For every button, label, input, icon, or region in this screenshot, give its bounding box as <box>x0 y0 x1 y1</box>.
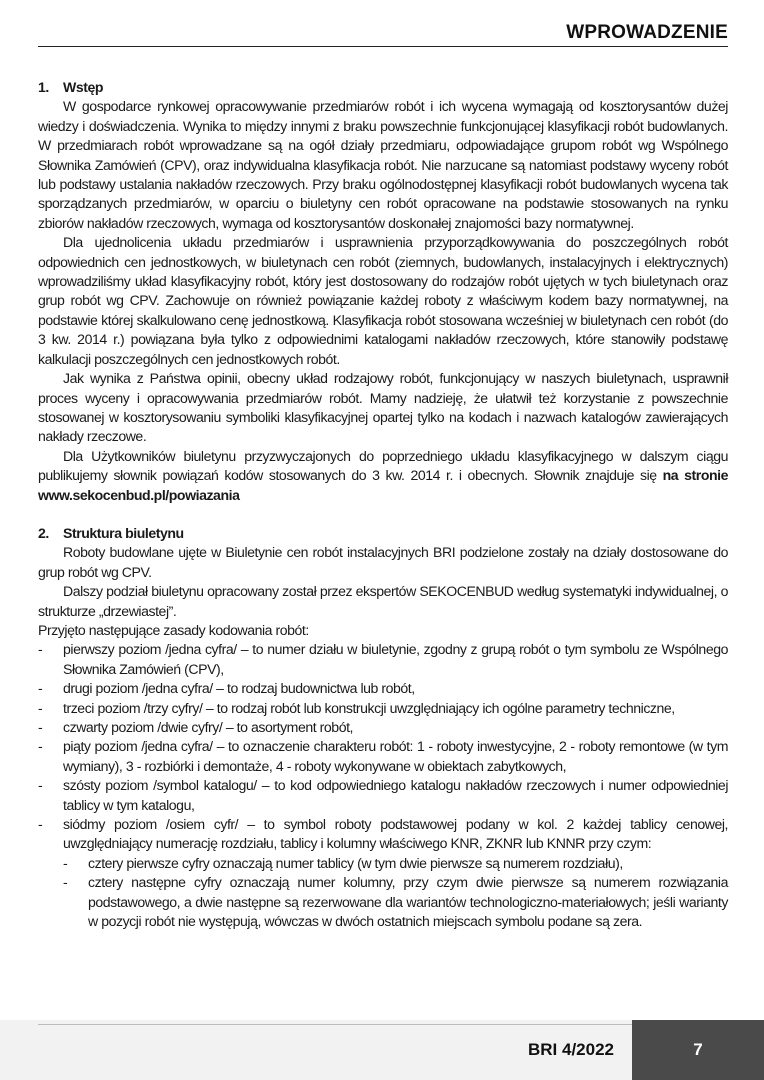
coding-rules-list <box>38 640 728 931</box>
list-item-text: drugi poziom /jedna cyfra/ – to rodzaj budownictwa lub robót, <box>63 680 415 697</box>
page-number: 7 <box>693 1040 703 1059</box>
page-header <box>38 18 728 47</box>
paragraph-text: Dla Użytkowników biuletynu przyzwyczajonych do poprzedniego układu klasyfikacyjnego w dalszym ciągu publikujemy słownik powiązań kodów stosowanych do 3 kw. 2014 r. i obecnych. Słownik znajduje się <box>38 447 728 484</box>
list-item-text: trzeci poziom /trzy cyfry/ – to rodzaj robót lub konstrukcji uwzględniający ich ogólne parametry techniczne, <box>63 699 675 716</box>
list-item <box>38 679 728 698</box>
header-title: WPROWADZENIE <box>566 22 728 43</box>
list-dash: - <box>63 854 68 871</box>
list-dash: - <box>63 874 68 891</box>
paragraph: Roboty budowlane ujęte w Biuletynie cen robót instalacyjnych BRI podzielone zostały na działy dostosowane do grup robót wg CPV. <box>38 544 728 580</box>
list-dash: - <box>38 641 43 658</box>
paragraph: Dalszy podział biuletynu opracowany został przez ekspertów SEKOCENBUD według systematyki indywidualnej, o strukturze „drzewiastej”. <box>38 583 728 619</box>
paragraph: Przyjęto następujące zasady kodowania robót: <box>38 621 309 638</box>
section-1-heading <box>38 78 728 97</box>
list-item <box>38 699 728 718</box>
list-item <box>38 737 728 776</box>
list-item <box>38 815 728 931</box>
list-dash: - <box>38 777 43 794</box>
list-item <box>38 718 728 737</box>
list-item-text: szósty poziom /symbol katalogu/ – to kod odpowiedniego katalogu nakładów rzeczowych i numer odpowiedniej tablicy w tym katalogu, <box>63 777 728 813</box>
paragraph: W gospodarce rynkowej opracowywanie przedmiarów robót i ich wycena wymagają od kosztorysantów dużej wiedzy i doświadczenia. Wynika to między innymi z braku powszechnie funkcjonującej klasyfikacji robót budowlanych. W przedmiarach robót wprowadzane są na ogół działy przedmiaru, odpowiadające grupom robót wg Wspólnego Słownika Zamówień (CPV), oraz indywidualna klasyfikacja robót. Nie narzucane są natomiast podstawy wyceny robót lub podstawy ustalania nakładów rzeczowych. Przy braku ogólnodostępnej klasyfikacji robót budowlanych wycena tak sporządzanych przedmiarów, w oparciu o biuletyny cen robót opracowane na podstawie stosowanych na rynku zbiorów nakładów rzeczowych, wymaga od kosztorysantów doskonałej znajomości bazy normatywnej. <box>38 98 728 231</box>
list-item-text: cztery następne cyfry oznaczają numer kolumny, przy czym dwie pierwsze są numerem rozwiązania podstawowego, a dwie następne są rezerwowane dla wariantów technologiczno-materiałowych; jeśli warianty w pozycji robót nie występują, wówczas w dwóch ostatnich miejscach symbolu podane są zera. <box>88 874 728 930</box>
section-title: Wstęp <box>63 79 104 95</box>
page-number-box <box>632 1020 764 1080</box>
sub-list-item <box>63 873 728 931</box>
section-number: 2. <box>38 524 49 541</box>
section-2-heading <box>38 524 728 543</box>
paragraph <box>38 447 728 505</box>
list-dash: - <box>38 719 43 735</box>
list-dash: - <box>38 816 43 833</box>
list-item-text: piąty poziom /jedna cyfra/ – to oznaczenie charakteru robót: 1 - roboty inwestycyjne, 2 - roboty remontowe (w tym wymiany), 3 - rozbiórki i demontaże, 4 - roboty wykonywane w obiektach zabytkowych, <box>63 738 728 774</box>
footer-divider <box>38 1024 632 1025</box>
list-item-text: czwarty poziom /dwie cyfry/ – to asortyment robót, <box>63 719 354 735</box>
list-dash: - <box>38 699 43 716</box>
website-link-text: na stronie www.sekocenbud.pl/powiazania <box>38 467 729 503</box>
section-title: Struktura biuletynu <box>63 524 184 541</box>
list-dash: - <box>38 738 43 755</box>
list-item-text: pierwszy poziom /jedna cyfra/ – to numer działu w biuletynie, zgodny z grupą robót o tym symbolu ze Wspólnego Słownika Zamówień (CPV), <box>63 641 728 677</box>
publication-label: BRI 4/2022 <box>528 1040 614 1059</box>
list-item-text: cztery pierwsze cyfry oznaczają numer tablicy (w tym dwie pierwsze są numerem rozdziału), <box>88 854 623 871</box>
sub-list <box>63 854 728 932</box>
page-content <box>38 78 728 931</box>
list-item <box>38 776 728 815</box>
list-dash: - <box>38 680 43 697</box>
sub-list-item <box>63 854 728 873</box>
list-item-text: siódmy poziom /osiem cyfr/ – to symbol roboty podstawowej podany w kol. 2 każdej tablicy cenowej, uwzględniający numerację rozdziału, tablicy i kolumny właściwego KNR, ZKNR lub KNNR przy czym: <box>63 816 728 852</box>
paragraph: Dla ujednolicenia układu przedmiarów i usprawnienia przyporządkowywania do poszczególnych robót odpowiednich cen jednostkowych, w biuletynach cen robót (ziemnych, budowlanych, instalacyjnych i elektrycznych) wprowadziliśmy układ klasyfikacyjny robót, który jest dostosowany do rodzajów robót ujętych w tych biuletynach oraz grup robót wg CPV. Zachowuje on również powiązanie każdej roboty z właściwym kodem bazy normatywnej, na podstawie której skalkulowano cenę jednostkową. Klasyfikacja robót stosowana wcześniej w biuletynach cen robót (do 3 kw. 2014 r.) powiązana była tylko z odpowiednimi katalogami nakładów rzeczowych, które stanowiły podstawę kalkulacji poszczególnych cen jednostkowych robót. <box>38 234 728 367</box>
section-number: 1. <box>38 79 49 95</box>
list-item <box>38 640 728 679</box>
paragraph: Jak wynika z Państwa opinii, obecny układ rodzajowy robót, funkcjonujący w naszych biuletynach, usprawnił proces wyceny i opracowywania przedmiarów robót. Mamy nadzieję, że ułatwił też korzystanie z powszechnie stosowanej w kosztorysowaniu symboliki klasyfikacyjnej opartej tylko na kodach i nazwach katalogów zawierających nakłady rzeczowe. <box>38 370 728 445</box>
